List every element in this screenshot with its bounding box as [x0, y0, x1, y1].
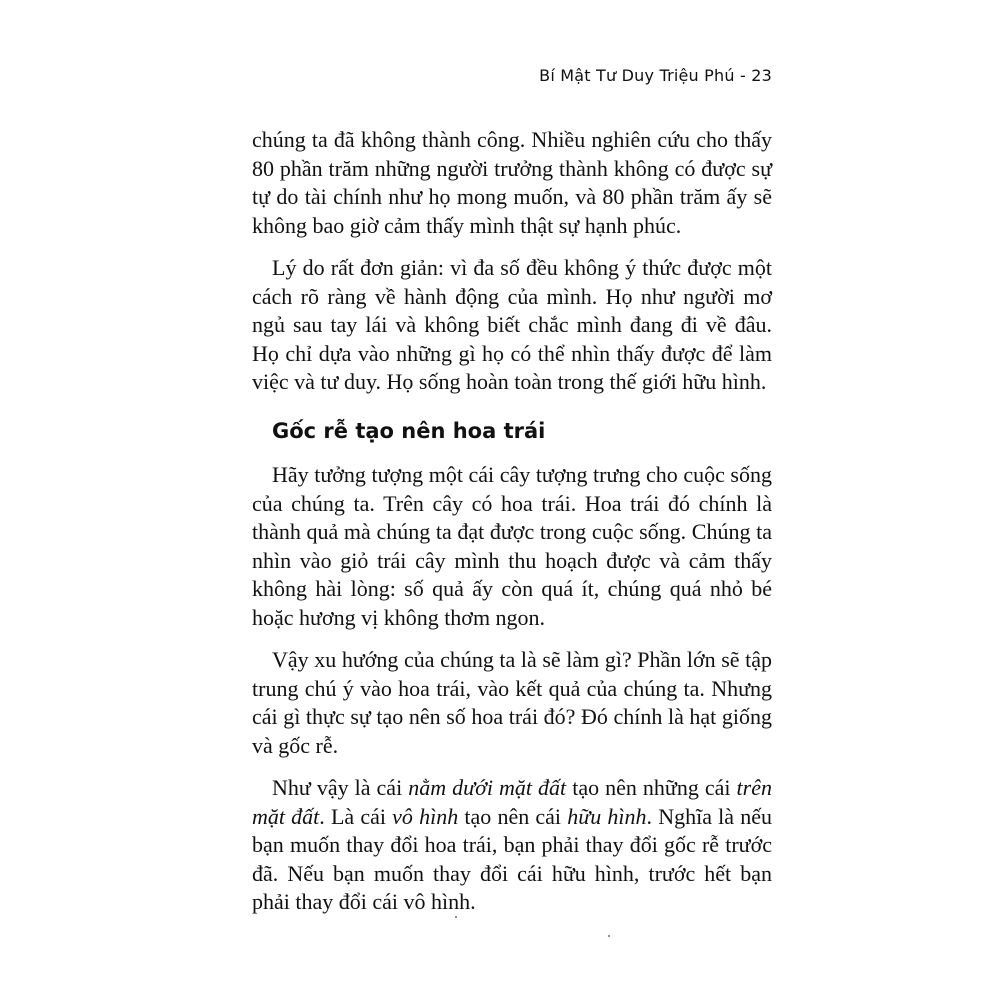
p5-italic-2: trên mặt đất	[252, 775, 772, 829]
p5-text-1: Như vậy là cái	[272, 775, 409, 800]
paragraph-3: Hãy tưởng tượng một cái cây tượng trưng cho cuộc sống của chúng ta. Trên cây có hoa trái. Hoa trái đó chính là thành quả mà chúng ta đạt được trong cuộc sống. Chúng ta nhìn vào giỏ trái cây mình thu hoạch được và cảm thấy không hài lòng: số quả ấy còn quá ít, chúng quá nhỏ bé hoặc hương vị không thơm ngon.	[252, 462, 772, 630]
p5-text-2: tạo nên những cái	[566, 775, 737, 800]
paragraph-4: Vậy xu hướng của chúng ta là sẽ làm gì? Phần lớn sẽ tập trung chú ý vào hoa trái, vào kết quả của chúng ta. Nhưng cái gì thực sự tạo nên số hoa trái đó? Đó chính là hạt giống và gốc rễ.	[252, 647, 772, 758]
p5-text-3: . Là cái	[319, 803, 393, 829]
p5-text-5: . Nghĩa là nếu bạn muốn thay đổi hoa trái, bạn phải thay đổi gốc rễ trước đã. Nếu bạn muốn thay đổi cái hữu hình, trước hết bạn phải thay đổi cái vô hình.	[252, 803, 772, 914]
running-header: Bí Mật Tư Duy Triệu Phú - 23	[539, 66, 772, 85]
section-heading: Gốc rễ tạo nên hoa trái	[272, 418, 546, 443]
p5-italic-4: hữu hình	[567, 803, 647, 829]
p5-italic-1: nằm dưới mặt đất	[408, 775, 567, 800]
p5-italic-3: vô hình	[392, 803, 459, 829]
body-text	[252, 126, 772, 931]
paragraph-5	[252, 774, 772, 917]
paragraph-2: Lý do rất đơn giản: vì đa số đều không ý thức được một cách rõ ràng về hành động của mình. Họ như người mơ ngủ sau tay lái và không biết chắc mình đang đi về đâu. Họ chỉ dựa vào những gì họ có thể nhìn thấy được để làm việc và tư duy. Họ sống hoàn toàn trong thế giới hữu hình.	[252, 255, 772, 394]
paragraph-1: chúng ta đã không thành công. Nhiều nghiên cứu cho thấy 80 phần trăm những người trưởng thành không có được sự tự do tài chính như họ mong muốn, và 80 phần trăm ấy sẽ không bao giờ cảm thấy mình thật sự hạnh phúc.	[252, 127, 772, 238]
print-speck	[455, 916, 457, 918]
print-speck	[608, 935, 610, 937]
p5-text-4: tạo nên cái	[458, 803, 568, 829]
